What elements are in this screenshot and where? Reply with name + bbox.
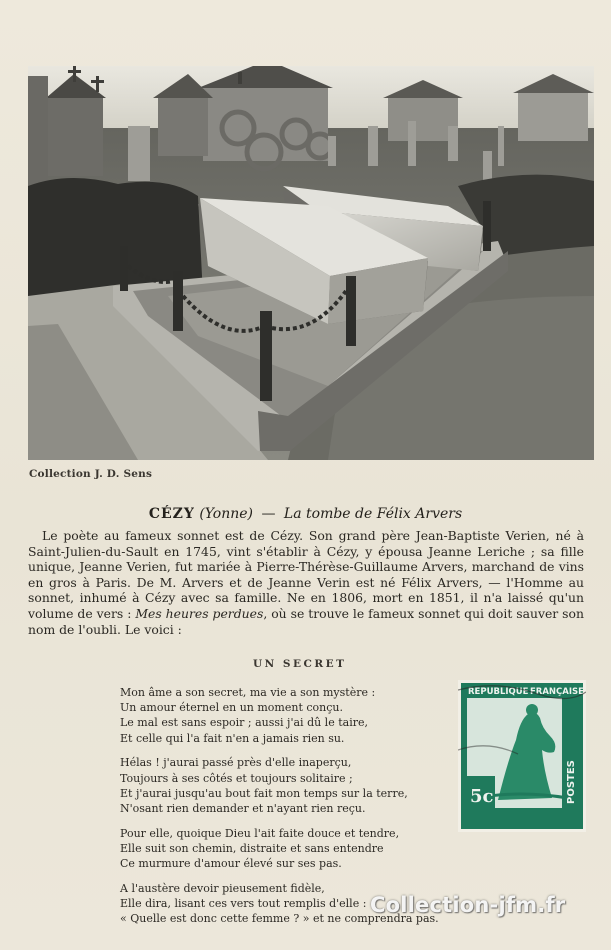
stamp-country-right: FRANÇAISE [530, 687, 584, 697]
caption-title [0, 506, 611, 522]
stamp-country-left: REPUBLIQUE [468, 687, 529, 697]
poem-line: Ce murmure d'amour élevé sur ses pas. [120, 857, 342, 871]
poem-line: Le mal est sans espoir ; aussi j'ai dû le taire, [120, 716, 368, 730]
intro-paragraph [28, 528, 584, 637]
poem-line: Et celle qui l'a fait n'en a jamais rien su. [120, 731, 345, 745]
poem-line: Pour elle, quoique Dieu l'ait faite douce et tendre, [120, 826, 400, 840]
poem-line: N'osant rien demander et n'ayant rien reçu. [120, 801, 366, 815]
book-title: Mes heures perdues [135, 605, 264, 621]
poem-line: Toujours à ses côtés et toujours solitaire ; [120, 771, 353, 785]
poem-line: Et j'aurai jusqu'au bout fait mon temps sur la terre, [120, 786, 408, 800]
stanza-2 [120, 755, 460, 816]
stanza-3 [120, 826, 460, 872]
poem-line: « Quelle est donc cette femme ? » et ne comprendra pas. [120, 912, 439, 926]
poem-line: Elle dira, lisant ces vers tout remplis d'elle : [120, 896, 367, 910]
poem-line: Un amour éternel en un moment conçu. [120, 701, 343, 715]
caption-subject: La tombe de Félix Arvers [283, 506, 463, 522]
stanza-1 [120, 685, 460, 746]
caption-separator: — [261, 506, 276, 522]
poem-line: Mon âme a son secret, ma vie a son mystère : [120, 686, 376, 699]
stamp-value: 5c [470, 786, 494, 807]
poem-line: Hélas ! j'aurai passé près d'elle inaperçu, [120, 756, 352, 770]
poem-line: A l'austère devoir pieusement fidèle, [120, 881, 325, 895]
intro-text: Le poète au fameux sonnet est de Cézy. Son grand père Jean-Baptiste Verien, né à Saint-Julien-du-Sault en 1745, vint s'établir à Cézy, y épousa Jeanne Leriche ; sa fille unique, Jeanne Verien, fut mariée à Pierre-Thérèse-Guillaume Arvers, marchand de vins en gros à Paris. De M. Arvers et de Jeanne Verin est né Félix Arvers, — l'Homme au sonnet, inhumé à Cézy avec sa famille. Ne en 1806, mort en 1851, il n'a laissé qu'un volume de vers : [28, 528, 584, 621]
photo-credit: Collection J. D. Sens [29, 468, 153, 480]
caption-place: CÉZY [148, 506, 195, 522]
caption-department: (Yonne) [199, 506, 254, 522]
intro-text-end: , où se trouve le fameux sonnet qui doit sauver son nom de l'oubli. Le voici : [28, 605, 584, 637]
poem-line: Elle suit son chemin, distraite et sans entendre [120, 841, 384, 855]
poem-title: UN SECRET [253, 658, 347, 670]
postage-stamp [458, 680, 586, 832]
watermark-text: Collection-jfm.fr [370, 893, 566, 917]
stamp-postes-label: POSTES [566, 760, 577, 804]
cemetery-scene-image [28, 66, 594, 460]
tomb-photograph [28, 66, 594, 460]
